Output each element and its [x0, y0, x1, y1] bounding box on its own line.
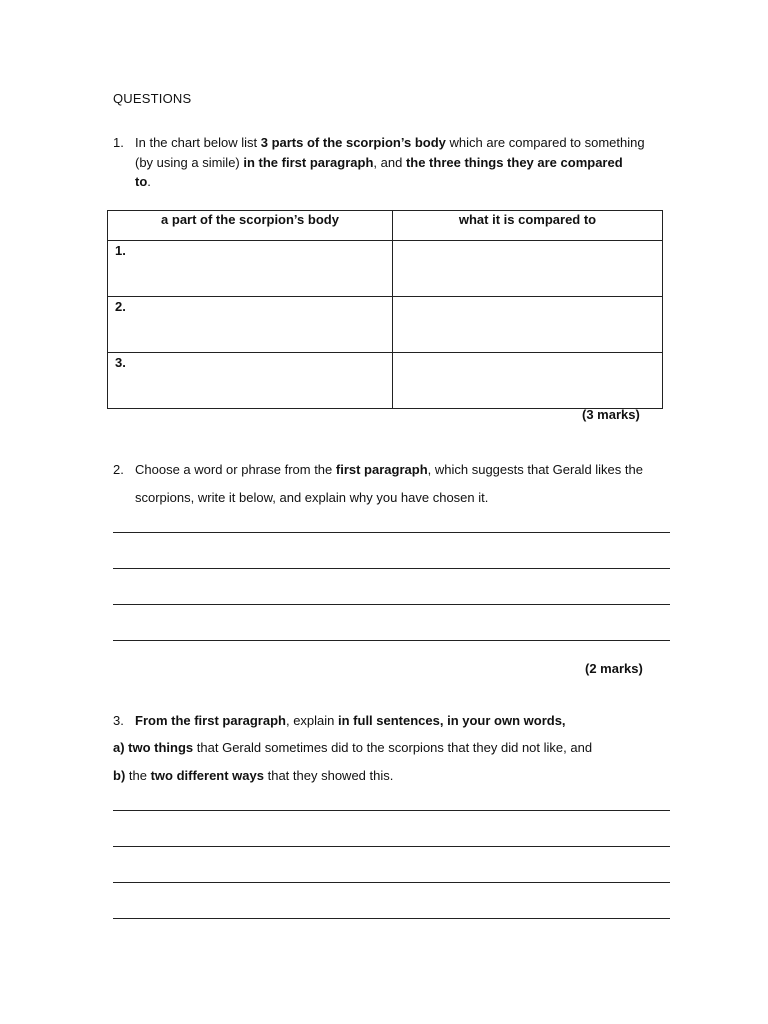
- question-1-emphasis: the three things they are compared: [405, 155, 623, 170]
- table-header-compared-to: what it is compared to: [393, 211, 663, 241]
- table-row: [108, 297, 663, 353]
- question-1-emphasis: 3 parts of the scorpion’s body: [260, 135, 446, 150]
- answer-line[interactable]: [113, 532, 670, 533]
- table-cell-compared-to[interactable]: [393, 353, 663, 409]
- row-number: 1.: [115, 243, 126, 258]
- table-header-body-part: a part of the scorpion’s body: [108, 211, 393, 241]
- question-1-emphasis: to: [135, 174, 148, 189]
- comparison-chart-table: [107, 210, 663, 409]
- answer-line[interactable]: [113, 882, 670, 883]
- table-row: [108, 353, 663, 409]
- question-1-text: .: [147, 174, 151, 189]
- question-3-line-3: [113, 768, 393, 783]
- question-1-number: 1.: [113, 135, 124, 150]
- question-1-line-3: [135, 174, 151, 189]
- table-cell-body-part[interactable]: [108, 297, 393, 353]
- table-row: [108, 241, 663, 297]
- question-3-emphasis: in full sentences, in your own words,: [338, 713, 566, 728]
- question-1-marks: (3 marks): [582, 407, 640, 422]
- question-1-text: In the chart below list: [135, 135, 261, 150]
- question-3-text: the: [125, 768, 151, 783]
- question-1-text: which are compared to something: [445, 135, 645, 150]
- question-2-emphasis: first paragraph: [335, 462, 428, 477]
- answer-line[interactable]: [113, 640, 670, 641]
- question-3-text: , explain: [285, 713, 339, 728]
- question-3-emphasis: From the first paragraph: [135, 713, 286, 728]
- row-number: 3.: [115, 355, 126, 370]
- answer-line[interactable]: [113, 918, 670, 919]
- answer-line[interactable]: [113, 846, 670, 847]
- answer-line[interactable]: [113, 810, 670, 811]
- page-heading: QUESTIONS: [113, 91, 192, 106]
- answer-line[interactable]: [113, 568, 670, 569]
- question-3-line-2: [113, 740, 592, 755]
- question-3-emphasis: a) two things: [113, 740, 194, 755]
- question-2-text: Choose a word or phrase from the: [135, 462, 336, 477]
- question-1-text: (by using a simile): [135, 155, 244, 170]
- question-1-line-1: [113, 135, 645, 150]
- question-3-text: that Gerald sometimes did to the scorpions that they did not like, and: [193, 740, 593, 755]
- table-cell-compared-to[interactable]: [393, 297, 663, 353]
- question-2-number: 2.: [113, 462, 124, 477]
- table-header-row: [108, 211, 663, 241]
- row-number: 2.: [115, 299, 126, 314]
- question-1-emphasis: in the first paragraph: [243, 155, 374, 170]
- table-cell-body-part[interactable]: [108, 353, 393, 409]
- question-1-text: , and: [373, 155, 406, 170]
- table-cell-body-part[interactable]: [108, 241, 393, 297]
- question-2-line-1: [113, 462, 643, 477]
- question-3-number: 3.: [113, 713, 124, 728]
- question-1-line-2: [135, 155, 623, 170]
- question-2-line-2: scorpions, write it below, and explain why you have chosen it.: [135, 490, 489, 505]
- question-3-emphasis: b): [113, 768, 126, 783]
- question-3-emphasis: two different ways: [150, 768, 264, 783]
- answer-line[interactable]: [113, 604, 670, 605]
- question-2-text: , which suggests that Gerald likes the: [427, 462, 643, 477]
- question-3-line-1: [113, 713, 566, 728]
- table-cell-compared-to[interactable]: [393, 241, 663, 297]
- question-3-text: that they showed this.: [264, 768, 394, 783]
- question-2-marks: (2 marks): [585, 661, 643, 676]
